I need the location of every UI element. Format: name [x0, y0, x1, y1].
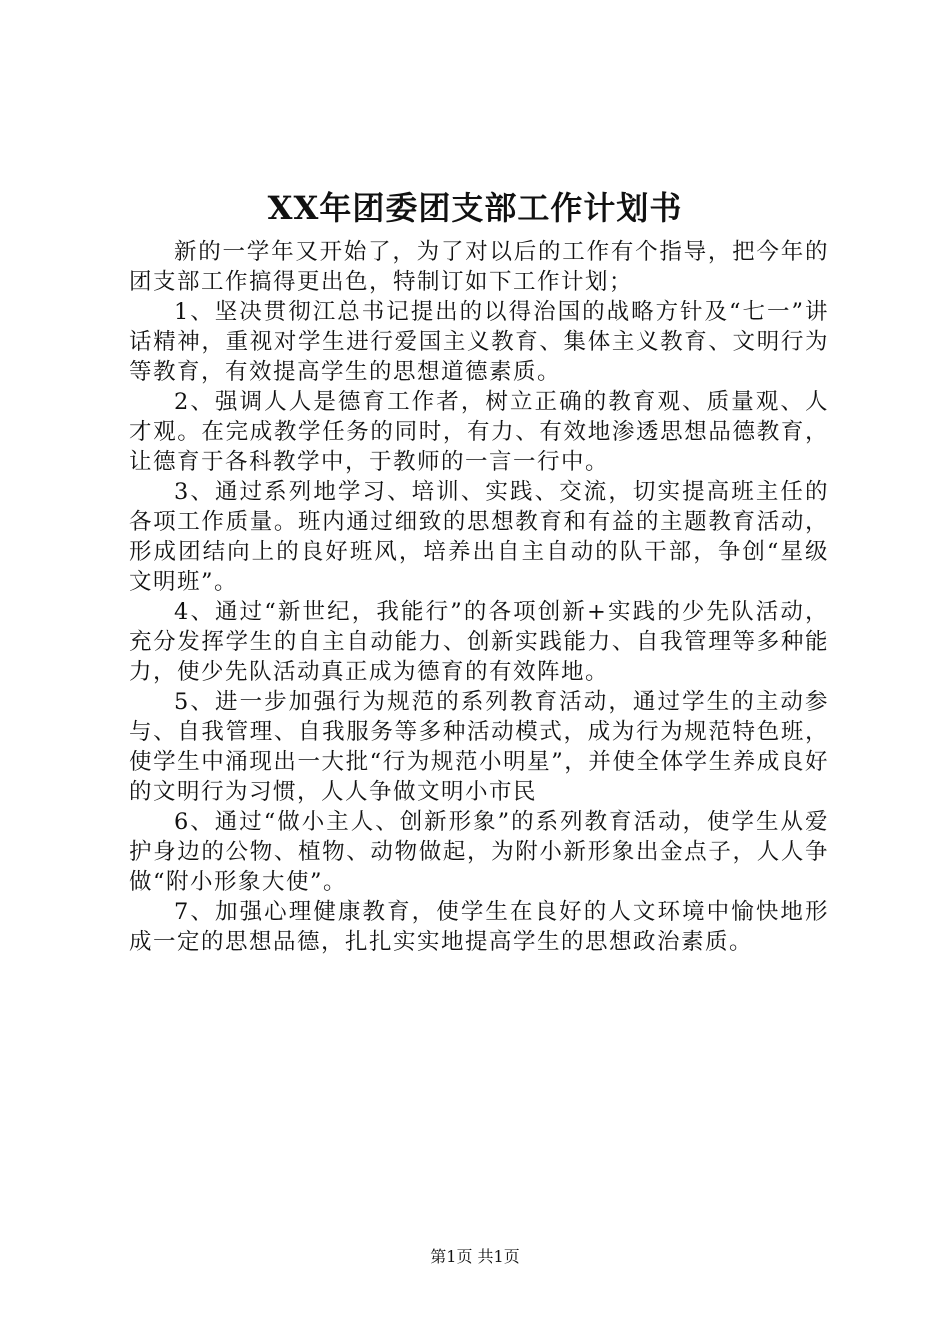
paragraph-item-1: 1、坚决贯彻江总书记提出的以得治国的战略方针及“七一”讲话精神，重视对学生进行爱国主义教育、集体主义教育、文明行为等教育，有效提高学生的思想道德素质。 [129, 299, 829, 385]
paragraph-item-2: 2、强调人人是德育工作者，树立正确的教育观、质量观、人才观。在完成教学任务的同时，有力、有效地渗透思想品德教育，让德育于各科教学中，于教师的一言一行中。 [129, 389, 829, 475]
document-body [129, 237, 829, 957]
paragraph-item-4: 4、通过“新世纪，我能行”的各项创新+实践的少先队活动，充分发挥学生的自主自动能力、创新实践能力、自我管理等多种能力，使少先队活动真正成为德育的有效阵地。 [129, 599, 829, 685]
paragraph-intro: 新的一学年又开始了，为了对以后的工作有个指导，把今年的团支部工作搞得更出色，特制订如下工作计划； [129, 239, 829, 295]
document-title: XX年团委团支部工作计划书 [267, 189, 683, 227]
paragraph-item-5: 5、进一步加强行为规范的系列教育活动，通过学生的主动参与、自我管理、自我服务等多种活动模式，成为行为规范特色班，使学生中涌现出一大批“行为规范小明星”，并使全体学生养成良好的文明行为习惯，人人争做文明小市民 [129, 689, 829, 805]
paragraph-item-7: 7、加强心理健康教育，使学生在良好的人文环境中愉快地形成一定的思想品德，扎扎实实地提高学生的思想政治素质。 [129, 899, 829, 955]
page-number-footer: 第1页 共1页 [430, 1247, 520, 1266]
paragraph-item-6: 6、通过“做小主人、创新形象”的系列教育活动，使学生从爱护身边的公物、植物、动物做起，为附小新形象出金点子，人人争做“附小形象大使”。 [129, 809, 829, 895]
paragraph-item-3: 3、通过系列地学习、培训、实践、交流，切实提高班主任的各项工作质量。班内通过细致的思想教育和有益的主题教育活动，形成团结向上的良好班风，培养出自主自动的队干部，争创“星级文明班”。 [129, 479, 829, 595]
